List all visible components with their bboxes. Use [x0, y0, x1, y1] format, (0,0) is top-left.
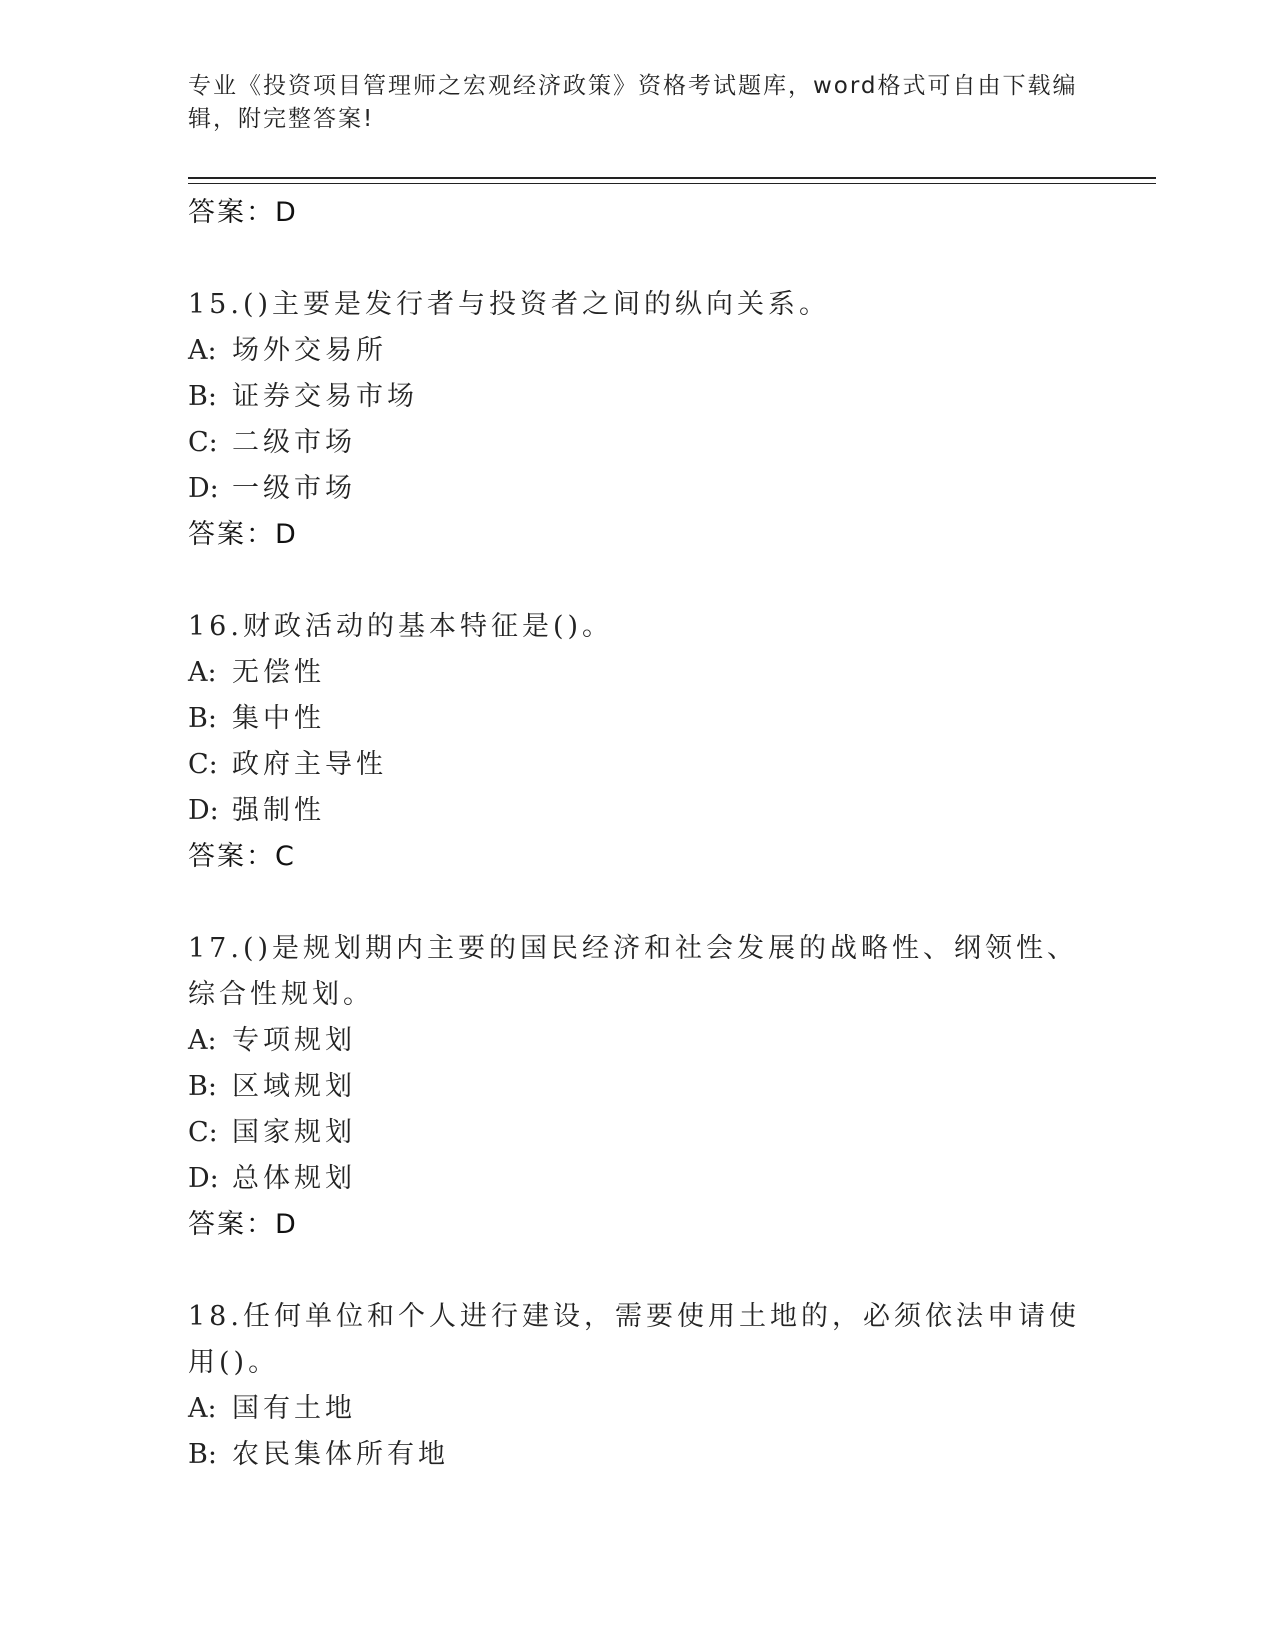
question-stem: 18.任何单位和个人进行建设，需要使用土地的，必须依法申请使用()。 — [188, 1301, 1080, 1378]
option-label: D: — [188, 473, 219, 504]
option-label: A: — [188, 1393, 217, 1424]
answer-line: 答案：C — [188, 841, 296, 872]
option-text: 国家规划 — [232, 1117, 356, 1148]
option-label: B: — [188, 1439, 217, 1470]
option-c — [188, 420, 1088, 466]
option-a — [188, 1386, 1088, 1432]
option-a — [188, 328, 1088, 374]
option-d — [188, 788, 1088, 834]
option-label: A: — [188, 335, 217, 366]
header-divider-thin — [188, 183, 1156, 184]
question-block — [188, 282, 1088, 558]
answer-line: 答案：D — [188, 197, 298, 228]
option-text: 集中性 — [232, 703, 325, 734]
header-divider — [188, 177, 1156, 179]
option-text: 国有土地 — [232, 1393, 356, 1424]
question-stem: 15.()主要是发行者与投资者之间的纵向关系。 — [188, 289, 831, 320]
option-b — [188, 1432, 1088, 1478]
option-text: 区域规划 — [232, 1071, 356, 1102]
question-block — [188, 1294, 1088, 1478]
question-stem: 17.()是规划期内主要的国民经济和社会发展的战略性、纲领性、综合性规划。 — [188, 933, 1079, 1010]
document-header: 专业《投资项目管理师之宏观经济政策》资格考试题库，word格式可自由下载编辑，附完整答案! — [188, 73, 1078, 132]
option-label: B: — [188, 381, 217, 412]
option-text: 二级市场 — [232, 427, 356, 458]
option-label: A: — [188, 1025, 217, 1056]
option-label: C: — [188, 427, 218, 458]
option-d — [188, 466, 1088, 512]
option-text: 场外交易所 — [232, 335, 387, 366]
option-label: C: — [188, 1117, 218, 1148]
option-text: 证券交易市场 — [232, 381, 418, 412]
option-d — [188, 1156, 1088, 1202]
option-text: 政府主导性 — [232, 749, 387, 780]
option-c — [188, 742, 1088, 788]
option-text: 强制性 — [232, 795, 325, 826]
option-label: B: — [188, 1071, 217, 1102]
option-b — [188, 374, 1088, 420]
option-label: D: — [188, 1163, 219, 1194]
question-block — [188, 926, 1088, 1248]
option-label: C: — [188, 749, 218, 780]
answer-line: 答案：D — [188, 519, 298, 550]
option-a — [188, 650, 1088, 696]
option-text: 一级市场 — [232, 473, 356, 504]
option-text: 无偿性 — [232, 657, 325, 688]
option-a — [188, 1018, 1088, 1064]
question-list — [188, 190, 1088, 1478]
answer-line: 答案：D — [188, 1209, 298, 1240]
option-label: A: — [188, 657, 217, 688]
option-text: 专项规划 — [232, 1025, 356, 1056]
option-label: B: — [188, 703, 217, 734]
option-text: 总体规划 — [232, 1163, 356, 1194]
option-c — [188, 1110, 1088, 1156]
question-stem: 16.财政活动的基本特征是()。 — [188, 611, 614, 642]
option-label: D: — [188, 795, 219, 826]
option-b — [188, 1064, 1088, 1110]
question-block — [188, 604, 1088, 880]
option-text: 农民集体所有地 — [232, 1439, 449, 1470]
option-b — [188, 696, 1088, 742]
